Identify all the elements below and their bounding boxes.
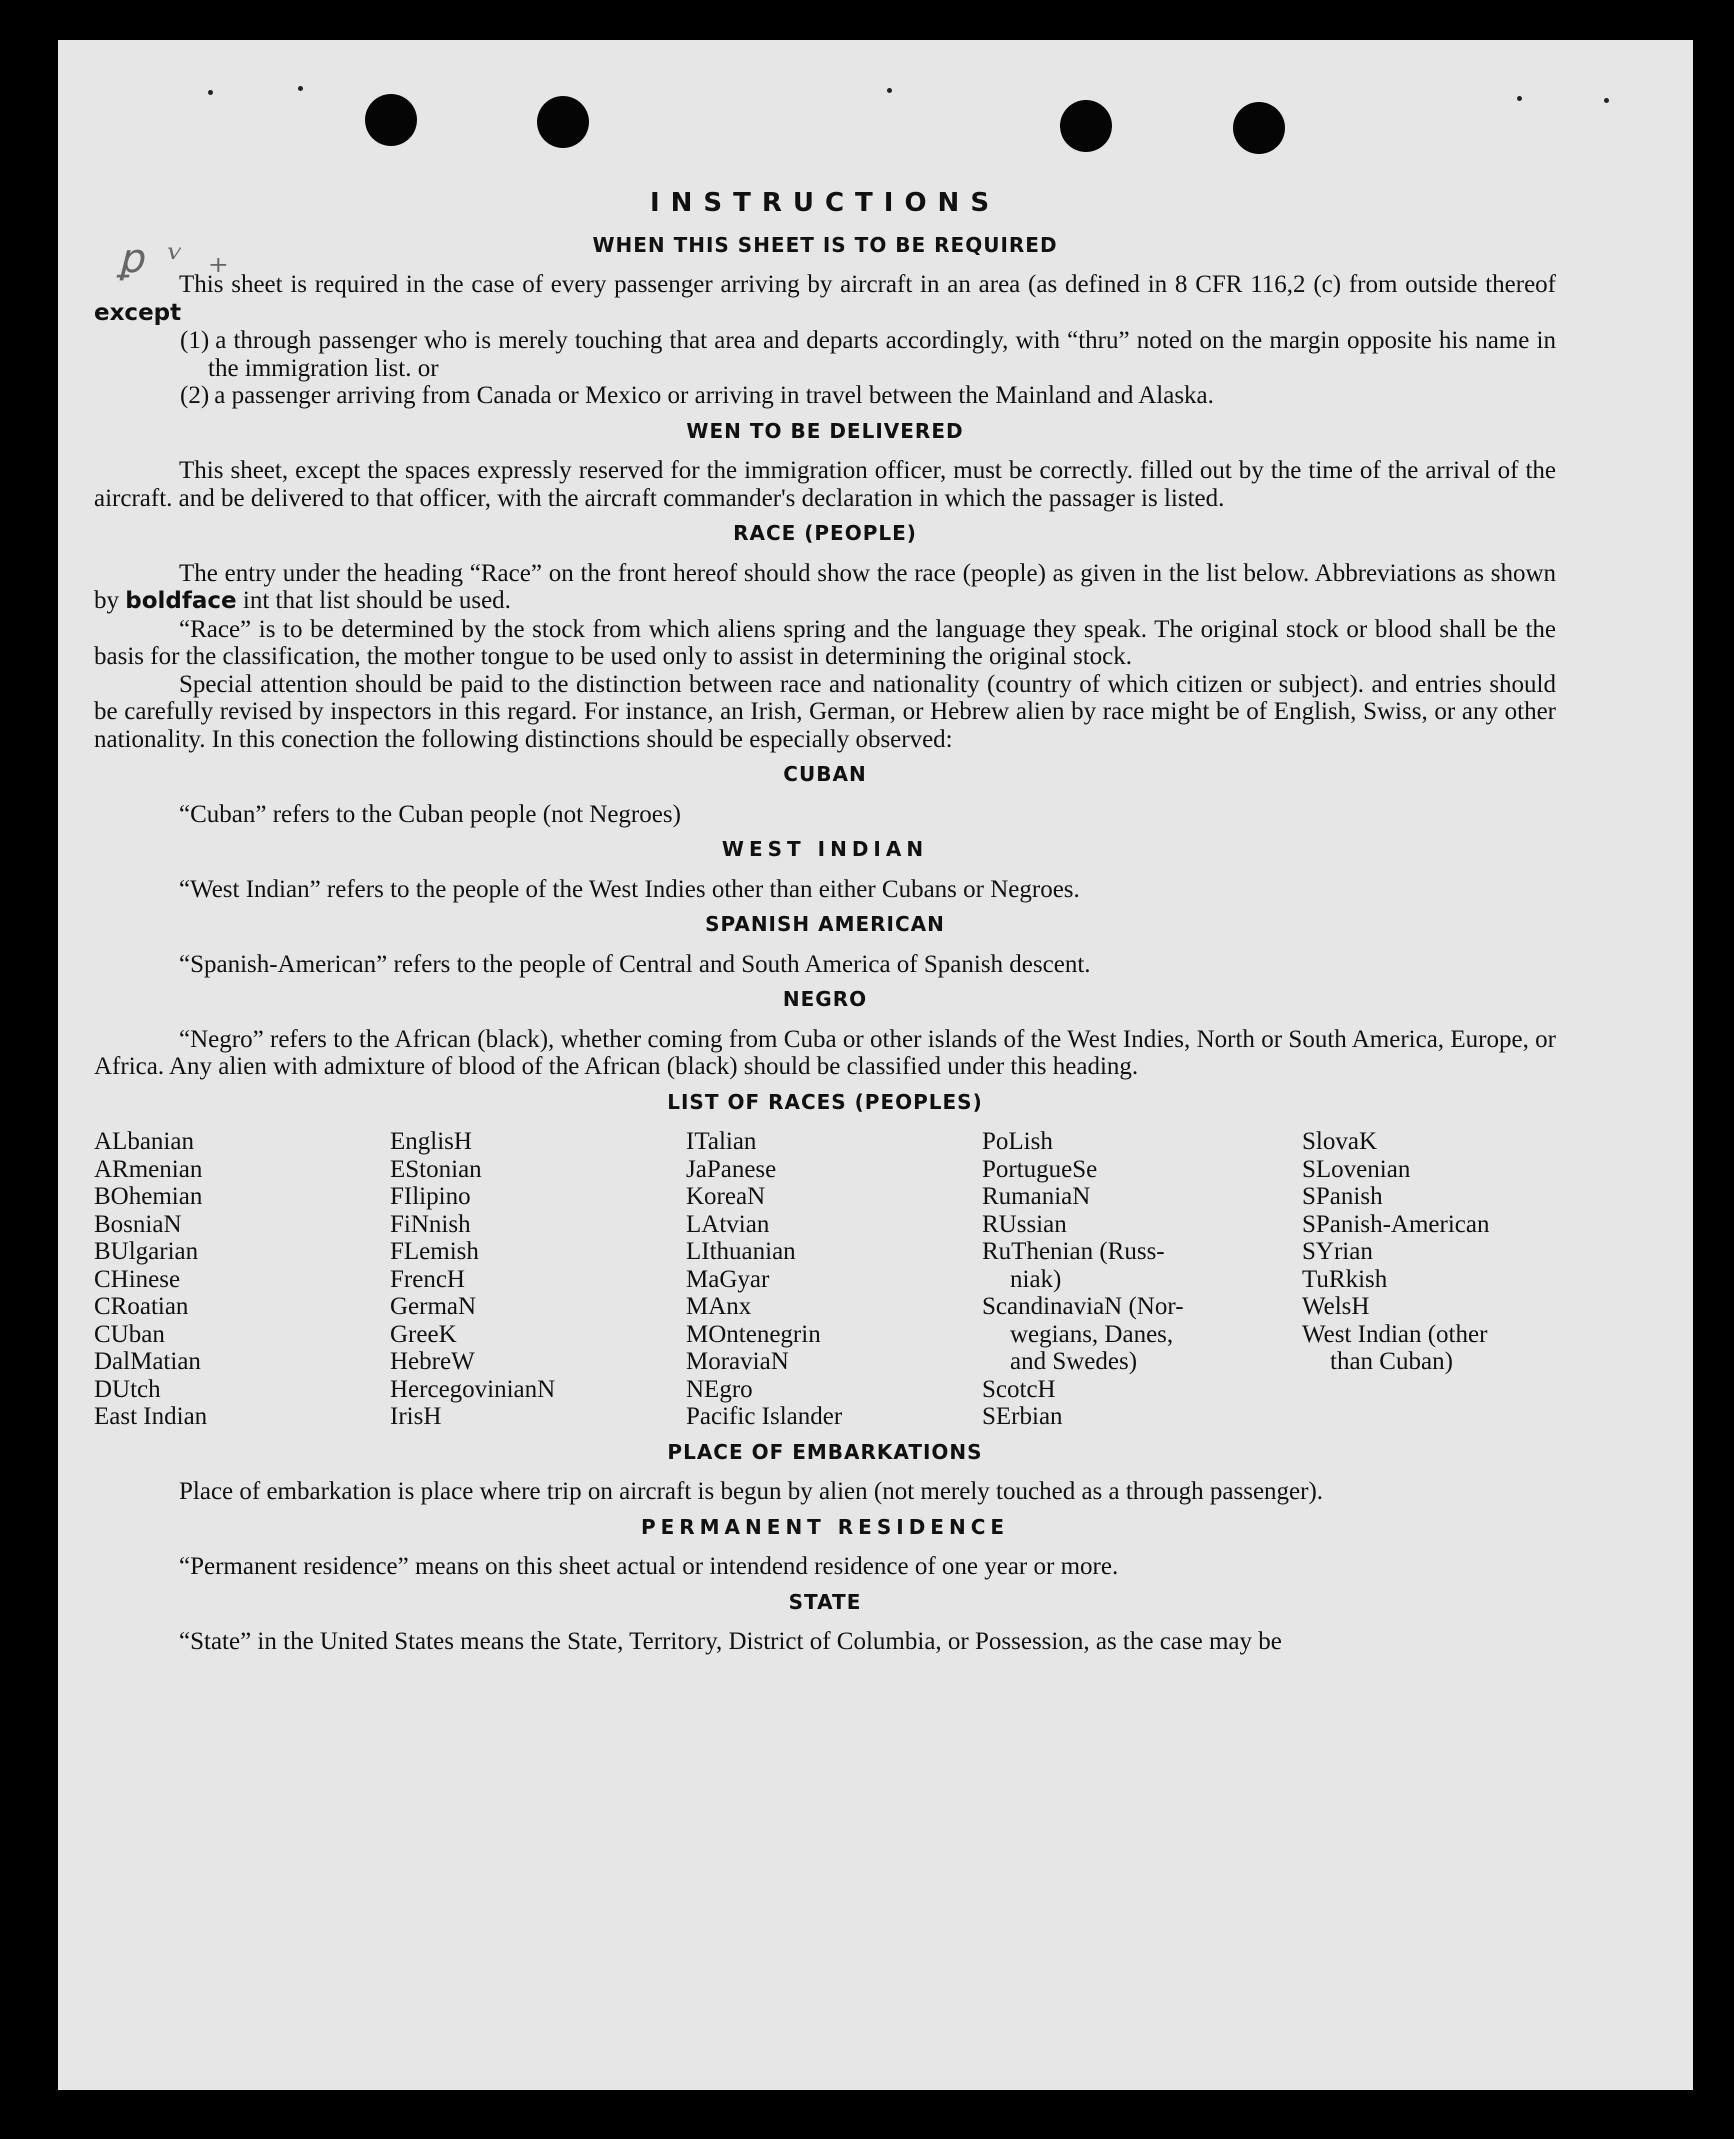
instructions-content [94,190,1556,1656]
race-item: BosniaN [94,1210,182,1238]
race-item: BUlgarian [94,1238,199,1265]
race-item: ScandinaviaN (Nor- [982,1293,1184,1320]
race-item: SPanish-American [1302,1210,1490,1238]
race-item: LIthuanian [686,1238,796,1265]
race-item-continuation: niak) [1010,1265,1062,1293]
race-item: RUssian [982,1210,1067,1238]
race-item: IrisH [390,1403,442,1430]
spanish-american-text: “Spanish-American” refers to the people of Central and South America of Spanish descent. [179,950,1091,978]
race-item: CHinese [94,1265,181,1293]
punch-hole [1233,102,1285,154]
dust-speck [298,86,303,91]
race-item: SPanish [1302,1183,1383,1210]
race-paragraph-1 [94,560,1556,616]
race-item-continuation: and Swedes) [1010,1348,1138,1375]
section-heading-negro: NEGRO [782,987,868,1011]
section-heading-when-required: WHEN THIS SHEET IS TO BE REQUIRED [592,232,1058,257]
race-item: SYrian [1302,1238,1373,1265]
boldface-word: boldface [125,588,237,614]
section-heading-permanent-residence: PERMANENT RESIDENCE [640,1514,1010,1539]
race-item: EStonian [390,1155,482,1183]
exception-number: (2) [180,382,210,409]
race-item-continuation: wegians, Danes, [1010,1320,1174,1348]
race-item: HebreW [390,1348,475,1375]
race-column [982,1128,1302,1431]
race-item: GermaN [390,1293,477,1320]
race-item: ITalian [686,1128,757,1155]
dust-speck [887,88,892,93]
race-item: RumaniaN [982,1183,1091,1210]
race-item: JaPanese [686,1155,777,1183]
race-item: DUtch [94,1375,161,1403]
dust-speck [1517,96,1522,101]
race-item: SLovenian [1302,1155,1411,1183]
race-item: ALbanian [94,1128,194,1155]
page-title: INSTRUCTIONS [649,188,1001,218]
document-sheet [58,40,1693,2090]
when-required-text-start: This sheet is required in the case of every passenger arriving by aircraft in an area (as defined in 8 CFR 116,2 (c) from outside thereof [179,271,1556,298]
race-item: EnglisH [390,1128,472,1155]
race-item: SlovaK [1302,1128,1377,1155]
race-item: PortugueSe [982,1155,1098,1183]
punch-hole [1060,100,1112,152]
race-item: MaGyar [686,1265,770,1293]
race-column [390,1128,686,1431]
race-item: LAtvian [686,1210,770,1238]
race-item: FIlipino [390,1183,471,1210]
race-item: ARmenian [94,1155,203,1183]
when-delivered-text: This sheet, except the spaces expressly reserved for the immigration officer, must be correctly. filled out by the time of the arrival of the aircraft. and be delivered to that officer, with the aircraft commander's declaration in which the passager is listed. [94,457,1556,512]
race-item-continuation: than Cuban) [1330,1348,1453,1375]
section-heading-west-indian: WEST INDIAN [721,837,929,861]
race-item: West Indian (other [1302,1320,1488,1348]
dust-speck [208,90,213,95]
race-item: Pacific Islander [686,1403,843,1430]
section-heading-when-delivered: WEN TO BE DELIVERED [686,418,964,443]
race-item: TuRkish [1302,1265,1388,1293]
race-column [686,1128,982,1431]
race-item: SErbian [982,1403,1063,1430]
handwritten-mark: ꝑ ᵛ ₊ [118,236,235,282]
section-heading-embarkation: PLACE OF EMBARKATIONS [667,1439,983,1464]
dust-speck [1604,98,1609,103]
punch-hole [537,96,589,148]
race-item: NEgro [686,1375,753,1403]
race-item: HercegovinianN [390,1375,556,1403]
race-paragraph-2: “Race” is to be determined by the stock from which aliens spring and the language they speak. The original stock or blood shall be the basis for the classification, the mother tongue to be used only to assist in determining the original stock. [94,615,1556,670]
race-item: CUban [94,1320,165,1348]
except-bold: except [94,299,182,326]
race-item: DalMatian [94,1348,201,1375]
race-item: RuThenian (Russ- [982,1238,1165,1265]
section-heading-race: RACE (PEOPLE) [733,521,917,545]
race-column [1302,1128,1556,1431]
race-item: East Indian [94,1403,208,1430]
exception-item [180,327,1556,382]
race-column [94,1128,390,1431]
race-item: FiNnish [390,1210,471,1238]
exception-text: a passenger arriving from Canada or Mexico or arriving in travel between the Mainland and Alaska. [214,382,1214,409]
race-item: MOntenegrin [686,1320,821,1348]
race-item: BOhemian [94,1183,203,1210]
race-item: ScotcH [982,1375,1056,1403]
race-item: PoLish [982,1128,1053,1155]
race-item: MAnx [686,1293,752,1320]
west-indian-text: “West Indian” refers to the people of the West Indies other than either Cubans or Negroes. [179,875,1080,903]
race-item: GreeK [390,1320,457,1348]
race-item: MoraviaN [686,1348,789,1375]
race-p1-start: The entry under the heading “Race” on the front hereof should show the race (people) as given in the list below. Abbreviations as shown by [94,559,1556,614]
exception-text: a through passenger who is merely touching that area and departs accordingly, with “thru” noted on the margin opposite his name in the immigration list. or [208,327,1556,382]
race-p1-end: int that list should be used. [236,587,511,614]
section-heading-cuban: CUBAN [783,762,867,786]
race-item: KoreaN [686,1183,766,1210]
punch-hole [365,94,417,146]
race-item: FrencH [390,1265,465,1293]
race-item: CRoatian [94,1293,189,1320]
race-item: FLemish [390,1238,479,1265]
section-heading-list-of-races: LIST OF RACES (PEOPLES) [667,1089,983,1114]
exception-number: (1) [180,327,210,354]
embarkation-text: Place of embarkation is place where trip on aircraft is begun by alien (not merely touched as a through passenger). [179,1478,1324,1505]
section-heading-spanish-american: SPANISH AMERICAN [705,912,945,936]
state-text: “State” in the United States means the State, Territory, District of Columbia, or Possession, as the case may be [179,1628,1282,1655]
race-paragraph-3: Special attention should be paid to the distinction between race and nationality (country of which citizen or subject). and entries should be carefully revised by inspectors in this regard. For instance, an Irish, German, or Hebrew alien by race might be of English, Swiss, or any other nationality. In this conection the following distinctions should be especially observed: [94,670,1556,753]
race-item: WelsH [1302,1293,1370,1320]
section-heading-state: STATE [788,1589,862,1614]
permanent-residence-text: “Permanent residence” means on this sheet actual or intendend residence of one year or more. [179,1553,1119,1580]
exception-item [180,382,1556,410]
when-required-text [94,271,1556,327]
race-list [94,1128,1556,1431]
negro-text: “Negro” refers to the African (black), whether coming from Cuba or other islands of the West Indies, North or South America, Europe, or Africa. Any alien with admixture of blood of the African (black) should be classified under this heading. [94,1025,1556,1080]
cuban-text: “Cuban” refers to the Cuban people (not Negroes) [179,800,681,828]
